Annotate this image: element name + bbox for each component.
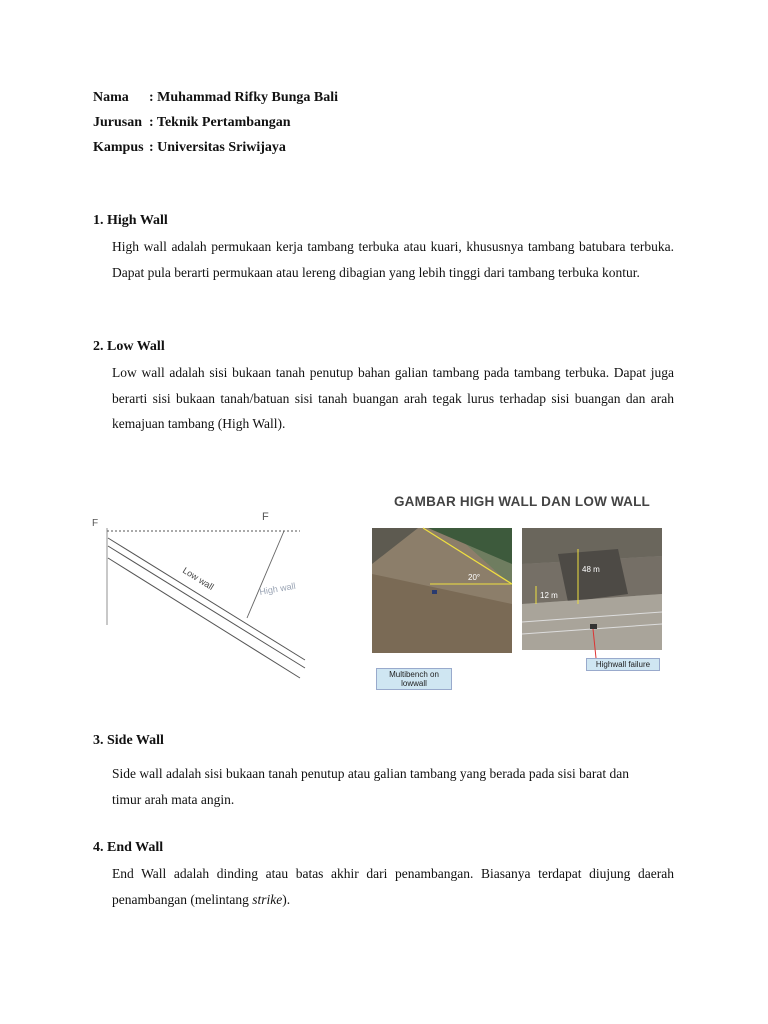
section-heading-side-wall: 3. Side Wall [93,733,164,748]
high-low-wall-photos [368,494,668,699]
campus-label: Kampus [93,140,144,155]
end-wall-strike: strike [252,891,283,907]
name-label: Nama [93,90,129,105]
diagram-label-f-right: F [262,511,269,523]
height-12-label: 12 m [540,591,558,600]
diagram-label-high-wall: High wall [258,580,297,597]
section-heading-high-wall: 1. High Wall [93,213,168,228]
caption-highwall-failure: Highwall failure [586,658,660,671]
major-line [93,114,291,132]
high-low-wall-diagram [92,500,310,690]
section-body-high-wall: High wall adalah permukaan kerja tambang terbuka atau kuari, khususnya tambang batubara terbuka. Dapat pula berarti permukaan atau lereng dibagian yang lebih tinggi dari tambang terbuka kontur. [112,239,674,280]
section-heading-low-wall: 2. Low Wall [93,339,165,354]
major-label: Jurusan [93,115,143,130]
highwall-photo [522,528,662,658]
name-line [93,89,338,107]
major-value: : Teknik Pertambangan [149,115,291,130]
section-body-end-wall [112,861,674,912]
end-wall-text: End Wall adalah dinding atau batas akhir dari penambangan. Biasanya terdapat diujung daerah penambangan (melintang [112,866,674,907]
section-body-side-wall: Side wall adalah sisi bukaan tanah penutup atau galian tambang yang berada pada sisi barat dan timur arah mata angin. [112,766,629,807]
caption-multibench-lowwall: Multibench on lowwall [376,668,452,690]
end-wall-text-end: ). [282,891,291,907]
photo-figure-title: GAMBAR HIGH WALL DAN LOW WALL [393,494,651,509]
name-value: : Muhammad Rifky Bunga Bali [149,90,339,105]
section-body-low-wall: Low wall adalah sisi bukaan tanah penutup bahan galian tambang pada tambang terbuka. Dapat juga berarti sisi bukaan tanah/batuan sisi tanah buangan arah tegak lurus terhadap sisi buangan dan arah kemajuan tambang (High Wall). [112,365,674,431]
height-48-label: 48 m [582,565,600,574]
section-heading-end-wall: 4. End Wall [93,840,164,855]
campus-line [93,139,286,157]
diagram-label-low-wall: Low wall [180,565,216,592]
lowwall-photo [372,528,512,653]
diagram-label-f-left: F [92,518,99,529]
campus-value: : Universitas Sriwijaya [149,140,286,155]
angle-label: 20° [468,573,481,582]
